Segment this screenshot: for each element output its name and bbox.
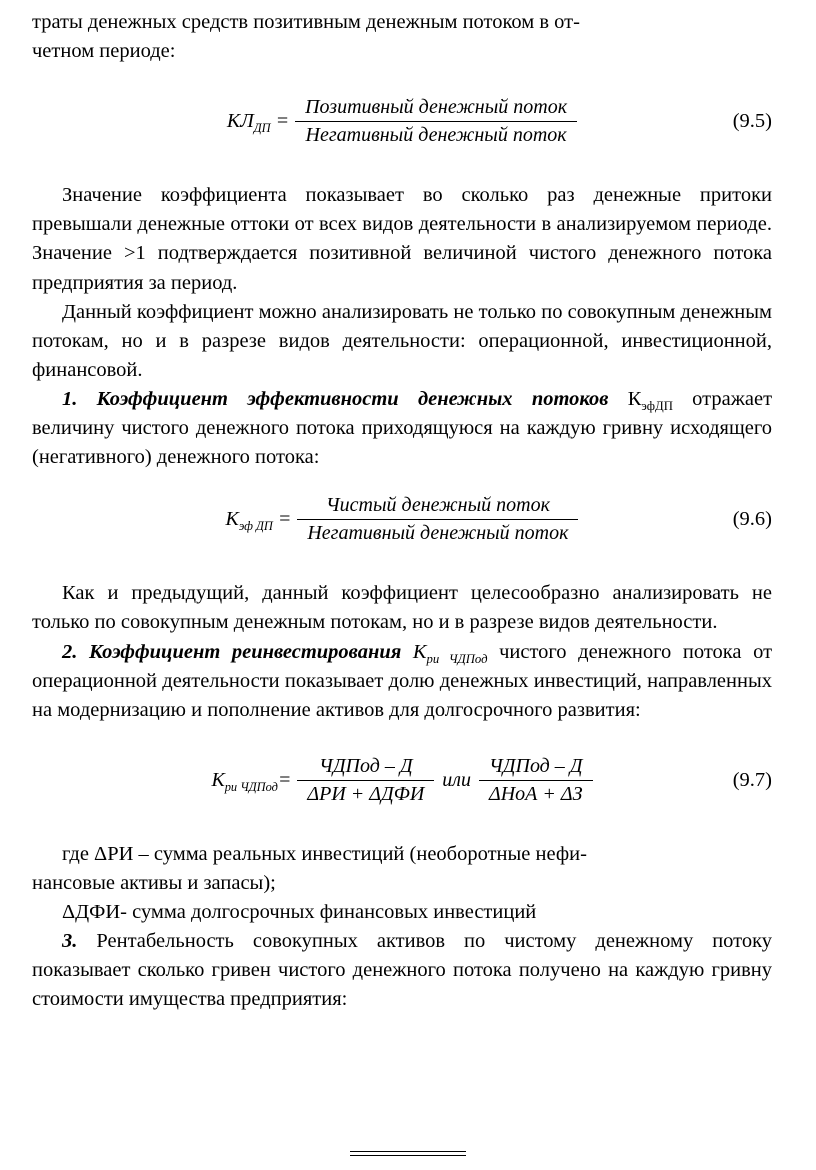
spacer [32, 147, 772, 181]
formula-9-7-numerator-2: ЧДПод – Д [489, 754, 583, 777]
item-2-number: 2. [62, 640, 78, 663]
item-1-title: Коэффициент эффективности денежных потоков [96, 387, 609, 410]
formula-9-7-denominator-2: ΔНоА + ΔЗ [479, 780, 593, 806]
paragraph-item-3 [32, 927, 772, 1014]
formula-9-5-denominator: Негативный денежный поток [295, 121, 577, 147]
formula-9-5-number: (9.5) [732, 110, 772, 133]
formula-9-7 [32, 755, 772, 806]
item-1-number: 1. [62, 387, 78, 410]
formula-9-5-fraction [295, 96, 577, 147]
paragraph-dfi-definition: ΔДФИ- сумма долгосрочных финансовых инвестиций [62, 901, 537, 924]
formula-9-5-lhs: $КЛ_{ДП}$ = [226, 110, 290, 136]
formula-9-7-lhs: $К_{ри ЧДПод}=$ [211, 768, 292, 794]
formula-9-7-connector: или [442, 768, 471, 791]
formula-9-6-body [226, 494, 579, 545]
formula-9-5-body [227, 96, 577, 147]
formula-9-7-number: (9.7) [732, 768, 772, 791]
paragraph-coefficient-analysis: Данный коэффициент можно анализировать не только по совокупным денежным потокам, но и в разрезе видов деятельности: операционной, инвестиционной, финансовой. [32, 300, 772, 381]
paragraph-intro-line2: четном периоде: [32, 40, 176, 63]
formula-9-6-number: (9.6) [732, 508, 772, 531]
paragraph-item-2 [32, 638, 772, 725]
formula-9-6-numerator: Чистый денежный поток [325, 494, 550, 517]
formula-9-7-denominator-1: ΔРИ + ΔДФИ [297, 780, 434, 806]
formula-9-5-numerator: Позитивный денежный поток [305, 96, 568, 119]
formula-9-6-fraction [297, 494, 578, 545]
paragraph-where-line1: где ΔРИ – сумма реальных инвестиций (необоротные нефи- [62, 842, 587, 865]
formula-9-7-numerator-1: ЧДПод – Д [319, 754, 413, 777]
spacer [32, 472, 772, 494]
formula-9-5 [32, 96, 772, 147]
item-3-text: Рентабельность совокупных активов по чистому денежному потоку показывает сколько гривен чистого денежного потока получено на каждую гривну стоимости имущества предприятия: [32, 930, 772, 1011]
item-1-text: отражает величину чистого денежного потока приходящуюся на каждую гривну исходящего (негативного) денежного потока: [32, 387, 773, 469]
item-2-text: чистого денежного потока от операционной деятельности показывает долю денежных инвестиций, направленных на модернизацию и пополнение активов для долгосрочного развития: [32, 640, 773, 721]
spacer [32, 806, 772, 840]
spacer [32, 66, 772, 96]
formula-9-6 [32, 494, 772, 545]
formula-9-7-fraction-2 [479, 755, 593, 806]
formula-9-6-denominator: Негативный денежный поток [297, 519, 578, 545]
item-2-title: Коэффициент реинвестирования [88, 640, 402, 663]
paragraph-coefficient-meaning: Значение коэффициента показывает во сколько раз денежные притоки превышали денежные оттоки от всех видов деятельности в анализируемом периоде. Значение >1 подтверждается позитивной величиной чистого денежного потока предприятия за период. [32, 184, 772, 294]
paragraph-previous-coefficient: Как и предыдущий, данный коэффициент целесообразно анализировать не только по совокупным денежным потокам, но и в разрезе видов деятельности. [32, 582, 772, 634]
spacer [32, 725, 772, 755]
paragraph-item-1 [32, 385, 772, 472]
footer-bar [350, 1151, 466, 1156]
page-footer-divider [0, 1151, 816, 1156]
spacer [32, 545, 772, 579]
item-1-symbol: $К_{эфДП}$ [627, 387, 673, 414]
formula-9-7-body [211, 755, 592, 806]
item-3-number: 3. [62, 930, 78, 953]
paragraph-intro-line1: траты денежных средств позитивным денежным потоком в от- [32, 11, 580, 33]
paragraph-where-line2: нансовые активы и запасы); [32, 871, 276, 894]
formula-9-7-fraction-1 [297, 755, 434, 806]
item-2-symbol: $К_{ри ЧДПод}$ [412, 640, 488, 666]
formula-9-6-lhs: $К_{эф ДП}$ = [225, 508, 292, 534]
